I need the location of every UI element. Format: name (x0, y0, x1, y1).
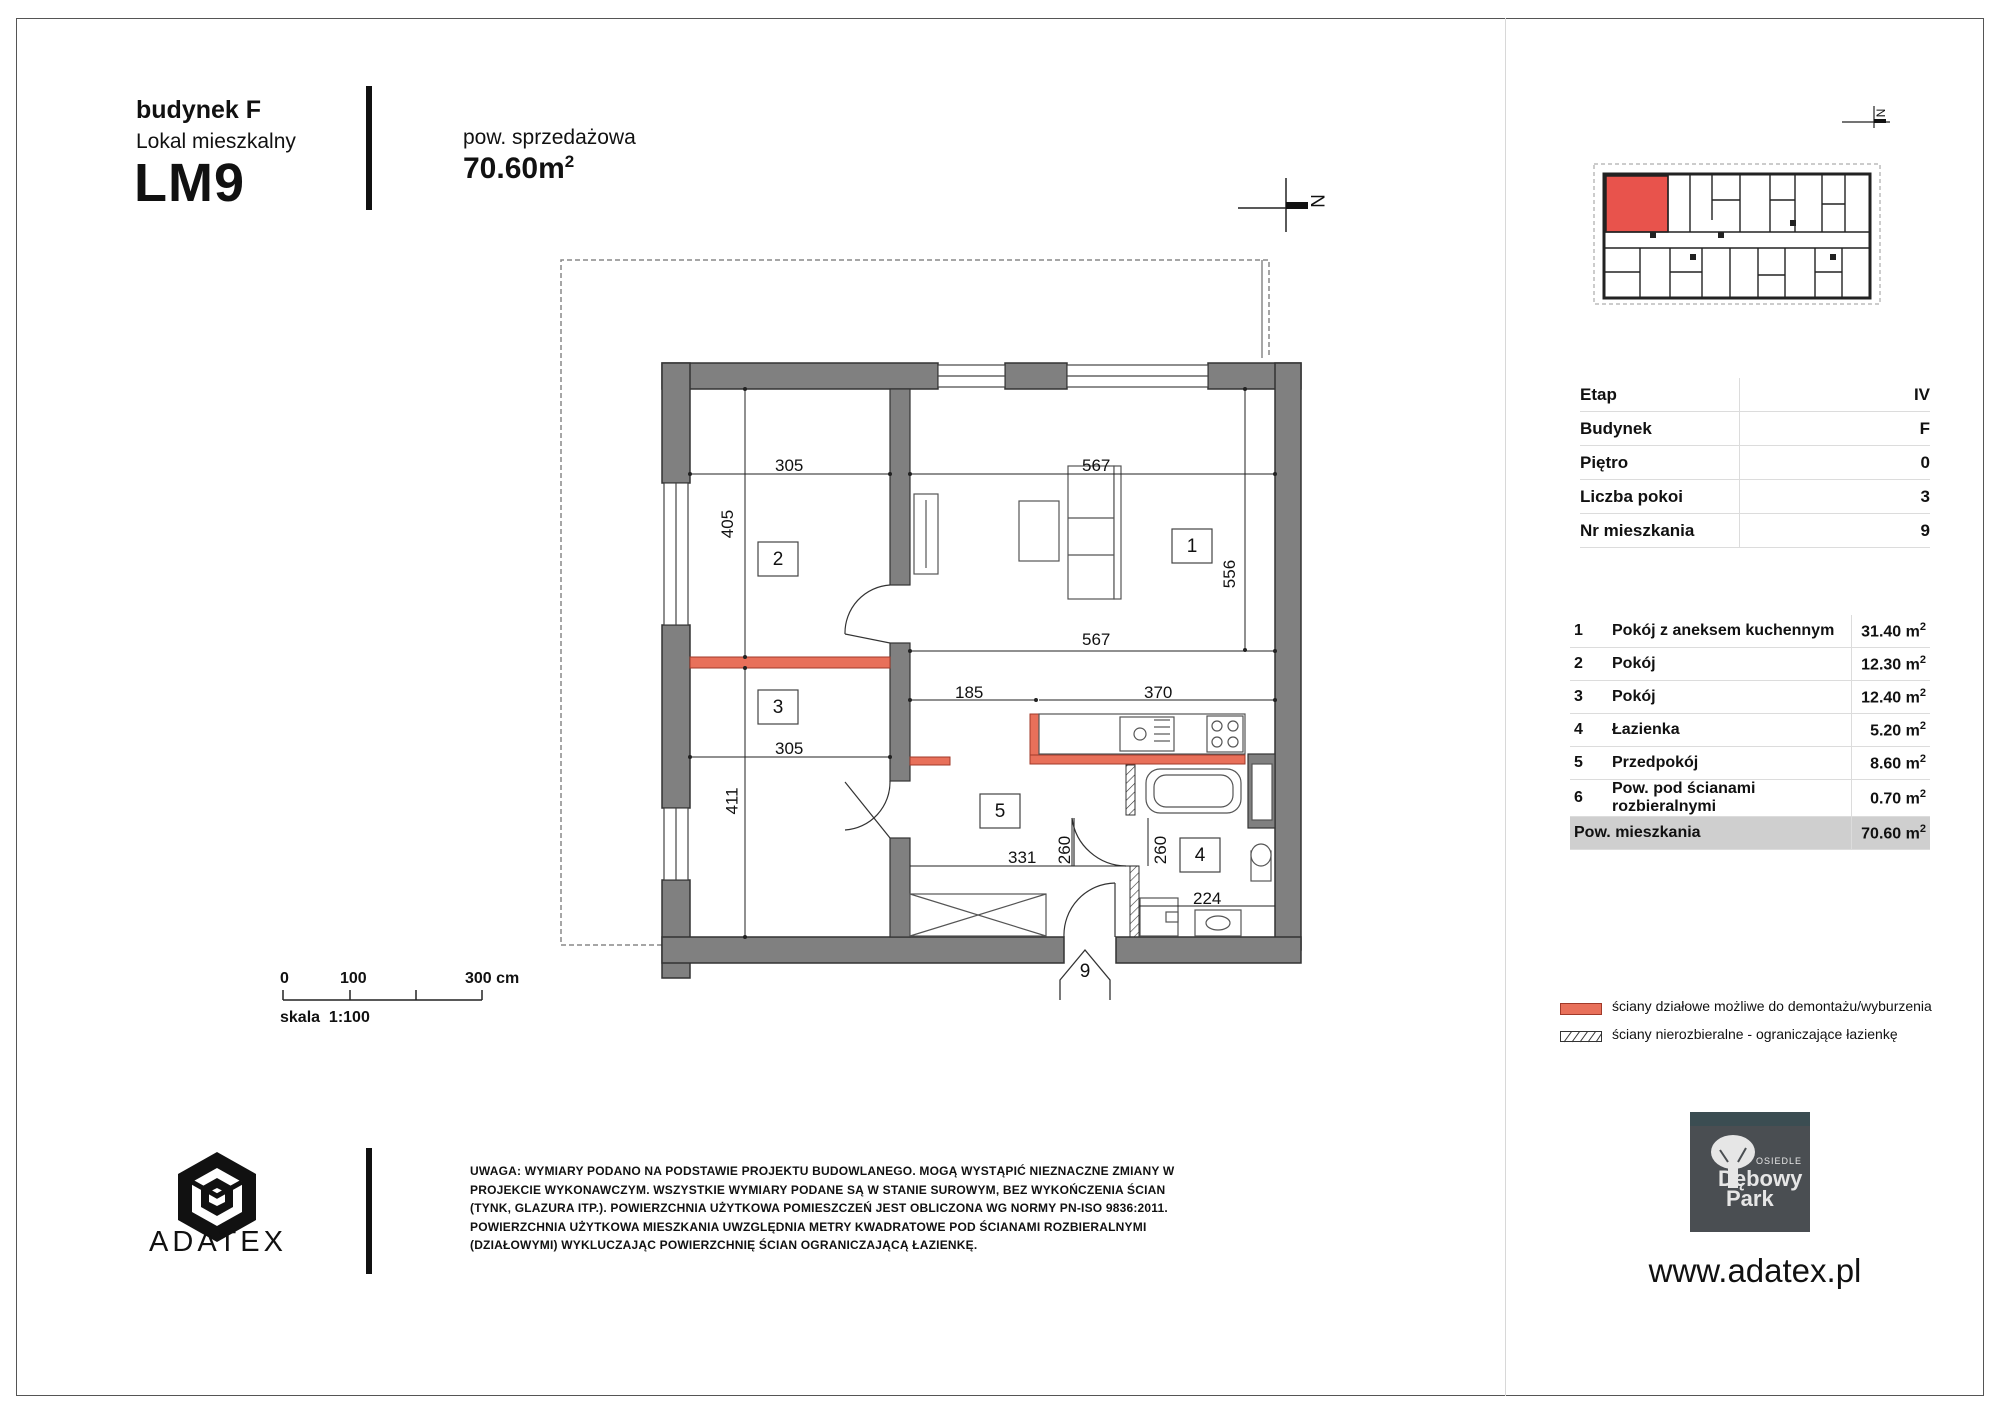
dim-331: 331 (1008, 848, 1037, 867)
info-row (1580, 378, 1930, 412)
building-key-plan (1590, 160, 1890, 310)
area-no: 2 (1570, 648, 1608, 681)
dim-556: 556 (1220, 559, 1240, 589)
area-no: 4 (1570, 714, 1608, 747)
area-value: 12.30 $m^2$ (1852, 648, 1931, 681)
area-name: Pow. pod ścianami rozbieralnymi (1608, 780, 1852, 817)
area-value: 31.40 $m^2$ (1852, 615, 1931, 648)
north-label: N (1305, 194, 1327, 208)
scale-tick-0: 0 (280, 970, 289, 987)
info-label: Piętro (1580, 446, 1740, 480)
disclaimer-note: UWAGA: WYMIARY PODANO NA PODSTAWIE PROJEKTU BUDOWLANEGO. MOGĄ WYSTĄPIĆ NIEZNACZNE ZMIANY W PROJEKCIE WYKONAWCZYM. WSZYSTKIE WYMIARY PODANE SĄ W STANIE SUROWYM, BEZ WYKOŃCZENIA ŚCIAN (TYNK, GLAZURA ITP.). POWIERZCHNIA UŻYTKOWA POMIESZCZEŃ JEST OBLICZONA WG NORMY PN-ISO 9836:2011. POWIERZCHNIA UŻYTKOWA MIESZKANIA UWZGLĘDNIA METRY KWADRATOWE POD ŚCIANAMI ROZBIERALNYMI (DZIAŁOWYMI) WYKLUCZAJĄC POWIERZCHNIĘ ŚCIAN OGRANICZAJĄCĄ ŁAZIENKĘ. (470, 1164, 1175, 1252)
keyplan-north-label: N (1873, 108, 1888, 118)
legend-non-removable-label: ściany nierozbieralne - ograniczające łazienkę (1612, 1026, 1898, 1042)
info-label: Nr mieszkania (1580, 514, 1740, 548)
area-row (1570, 615, 1930, 648)
area-name: Łazienka (1608, 714, 1852, 747)
dim-305-top: 305 (775, 456, 804, 475)
scale-bar (282, 988, 484, 1002)
dim-370: 370 (1144, 683, 1173, 702)
estate-name-line1: Dębowy (1718, 1166, 1803, 1191)
dim-411: 411 (722, 787, 742, 815)
legend-hatch-swatch (1560, 1031, 1602, 1043)
dim-567-mid: 567 (1082, 630, 1111, 649)
dim-405: 405 (718, 509, 738, 539)
area-value: 12.40 $m^2$ (1852, 681, 1931, 714)
unit-type-label: Lokal mieszkalny (136, 130, 296, 153)
info-value: 0 (1740, 446, 1931, 480)
debowy-park-logo (1690, 1112, 1810, 1232)
info-value: 3 (1740, 480, 1931, 514)
area-no: 6 (1570, 780, 1608, 817)
info-label: Liczba pokoi (1580, 480, 1740, 514)
bathroom-walls (1126, 765, 1139, 937)
dim-305-bottom: 305 (775, 739, 804, 758)
dim-224: 224 (1193, 889, 1222, 908)
info-label: Budynek (1580, 412, 1740, 446)
header-divider (366, 86, 372, 210)
room-number-3: 3 (772, 697, 784, 718)
entrance-number: 9 (1079, 961, 1091, 982)
building-label: budynek F (136, 96, 262, 124)
dim-260-a: 260 (1055, 835, 1075, 865)
area-name: Pokój z aneksem kuchennym (1608, 615, 1852, 648)
room-number-5: 5 (994, 801, 1006, 822)
area-row (1570, 747, 1930, 780)
estate-name-line2: Park (1726, 1186, 1774, 1211)
scale-label: skala 1:100 (280, 1009, 370, 1026)
info-value: F (1740, 412, 1931, 446)
footer-divider (366, 1148, 372, 1274)
legend-removable-swatch (1560, 1003, 1602, 1015)
area-row (1570, 648, 1930, 681)
area-row (1570, 681, 1930, 714)
area-total-row (1570, 817, 1930, 850)
info-value: 9 (1740, 514, 1931, 548)
dim-260-b: 260 (1151, 835, 1171, 865)
room-number-2: 2 (772, 549, 784, 570)
floor-plan (540, 250, 1340, 1000)
scale-tick-300: 300 cm (465, 970, 520, 987)
info-label: Etap (1580, 378, 1740, 412)
website-link[interactable]: www.adatex.pl (1648, 1252, 1862, 1289)
area-table (1570, 615, 1930, 850)
area-row (1570, 780, 1930, 817)
dim-567-top: 567 (1082, 456, 1111, 475)
area-no: 3 (1570, 681, 1608, 714)
adatex-wordmark: ADATEX (149, 1226, 287, 1258)
area-value: 5.20 $m^2$ (1852, 714, 1931, 747)
area-name: Pokój (1608, 648, 1852, 681)
unit-code: LM9 (134, 153, 245, 213)
info-row (1580, 514, 1930, 548)
dim-185: 185 (955, 683, 984, 702)
area-value: 8.60 $m^2$ (1852, 747, 1931, 780)
area-name: Przedpokój (1608, 747, 1852, 780)
info-row (1580, 412, 1930, 446)
area-label: pow. sprzedażowa (463, 126, 636, 149)
area-value: 0.70 $m^2$ (1852, 780, 1931, 817)
area-total-label: Pow. mieszkania (1570, 817, 1852, 850)
info-table (1580, 378, 1930, 548)
area-no: 1 (1570, 615, 1608, 648)
exterior-walls (662, 363, 1301, 978)
legend-removable-label: ściany działowe możliwe do demontażu/wyburzenia (1612, 998, 1932, 1014)
area-value: $70.60m^2$ (463, 152, 575, 185)
info-value: IV (1740, 378, 1931, 412)
area-row (1570, 714, 1930, 747)
side-panel-divider (1505, 18, 1506, 1396)
scale-tick-100: 100 (340, 970, 367, 987)
estate-small-label: OSIEDLE (1756, 1156, 1803, 1166)
info-row (1580, 446, 1930, 480)
room-number-4: 4 (1194, 845, 1206, 866)
area-no: 5 (1570, 747, 1608, 780)
info-row (1580, 480, 1930, 514)
area-name: Pokój (1608, 681, 1852, 714)
area-total-value: 70.60 $m^2$ (1852, 817, 1931, 850)
room-number-1: 1 (1186, 536, 1198, 557)
